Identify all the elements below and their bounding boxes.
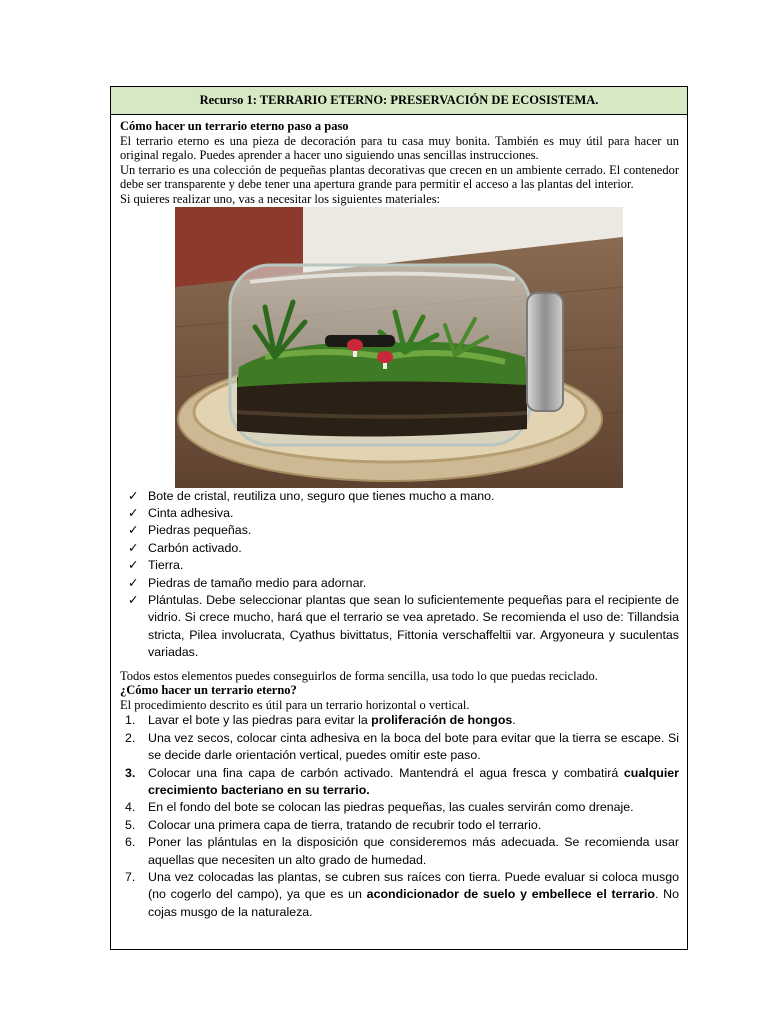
step-emphasis: cualquier crecimiento bacteriano en su terrario. — [148, 765, 679, 798]
material-item — [120, 540, 679, 557]
step-emphasis: acondicionador de suelo y embellece el terrario — [366, 887, 655, 902]
material-text: Carbón activado. — [148, 540, 242, 555]
checkmark-icon: ✓ — [128, 523, 139, 538]
jar-lid — [527, 293, 563, 411]
material-item — [120, 522, 679, 539]
step-text: Colocar una fina capa de carbón activado. Mantendrá el agua fresca y combatirá — [148, 765, 624, 780]
steps-list — [120, 712, 679, 921]
step-item — [120, 869, 679, 921]
step-item — [120, 730, 679, 765]
resource-box — [110, 86, 688, 950]
material-text: Piedras pequeñas. — [148, 523, 252, 538]
step-number: 1. — [125, 713, 136, 728]
material-text: Tierra. — [148, 558, 184, 573]
step-item — [120, 799, 679, 816]
step-number: 5. — [125, 817, 136, 832]
resource-title: Recurso 1: TERRARIO ETERNO: PRESERVACIÓN DE ECOSISTEMA. — [199, 93, 599, 107]
step-item — [120, 834, 679, 869]
step-number: 2. — [125, 730, 136, 745]
checkmark-icon: ✓ — [128, 558, 139, 573]
step-item — [120, 712, 679, 729]
step-text: Colocar una primera capa de tierra, tratando de recubrir todo el terrario. — [148, 817, 542, 832]
materials-list — [120, 488, 679, 662]
material-text: Cinta adhesiva. — [148, 505, 234, 520]
step-number: 6. — [125, 835, 136, 850]
resource-header — [111, 87, 687, 115]
step-text: . No cojas musgo de la naturaleza. — [148, 887, 679, 919]
intro-heading: Cómo hacer un terrario eterno paso a paso — [120, 119, 349, 133]
step-item — [120, 765, 679, 800]
checkmark-icon: ✓ — [128, 488, 139, 503]
checkmark-icon: ✓ — [128, 505, 139, 520]
terrarium-photo — [175, 207, 623, 488]
step-item — [120, 817, 679, 834]
checkmark-icon: ✓ — [128, 540, 139, 555]
outro-paragraph-1: Todos estos elementos puedes conseguirlos de forma sencilla, usa todo lo que puedas reciclado. — [120, 668, 598, 683]
checkmark-icon: ✓ — [128, 593, 139, 607]
step-text: Poner las plántulas en la disposición que consideremos más adecuada. Se recomienda usar aquellas que necesiten un alto grado de humedad. — [148, 835, 679, 867]
checkmark-icon: ✓ — [128, 575, 139, 590]
step-text: Una vez secos, colocar cinta adhesiva en la boca del bote para evitar que la tierra se escape. Si se decide darle orientación vertical, puedes omitir este paso. — [148, 730, 679, 763]
step-number: 3. — [125, 765, 136, 780]
step-text: Lavar el bote y las piedras para evitar la — [148, 713, 372, 728]
material-item — [120, 505, 679, 522]
material-item — [120, 575, 679, 592]
intro-paragraph-3: Si quieres realizar uno, vas a necesitar los siguientes materiales: — [120, 191, 441, 206]
material-item — [120, 557, 679, 574]
step-number: 7. — [125, 870, 136, 885]
material-text: Piedras de tamaño medio para adornar. — [148, 575, 367, 590]
material-item — [120, 592, 679, 662]
material-text: Bote de cristal, reutiliza uno, seguro que tienes mucho a mano. — [148, 488, 495, 503]
intro-paragraph-2: Un terrario es una colección de pequeñas plantas decorativas que crecen en un ambiente cerrado. El contenedor debe ser transparente y debe tener una apertura grande para permitir el acceso a las plantas del interior. — [120, 162, 679, 192]
procedure-heading: ¿Cómo hacer un terrario eterno? — [120, 683, 297, 698]
intro-paragraph-1: El terrario eterno es una pieza de decoración para tu casa muy bonita. También es muy útil para hacer un original regalo. Puedes aprender a hacer uno siguiendo unas sencillas instrucciones. — [120, 133, 679, 163]
step-emphasis: proliferación de hongos — [371, 713, 513, 728]
resource-content — [111, 115, 687, 921]
outro-paragraph-2: El procedimiento descrito es útil para un terrario horizontal o vertical. — [120, 697, 470, 712]
step-text: Una vez colocadas las plantas, se cubren sus raíces con tierra. Puede evaluar si coloca musgo (no cogerlo del campo), ya que es un — [148, 870, 679, 902]
material-text: Plántulas. Debe seleccionar plantas que sean lo suficientemente pequeñas para el recipiente de vidrio. Si crece mucho, hará que el terrario se vea apretado. Se recomienda el uso de: Tillandsia stricta, Pilea involucrata, Cyathus bivittatus, Fittonia verschaffeltii var. Argyoneura y suculentas variadas. — [148, 593, 679, 660]
step-text: . — [512, 713, 516, 728]
material-item — [120, 488, 679, 505]
step-number: 4. — [125, 800, 136, 815]
step-text: En el fondo del bote se colocan las piedras pequeñas, las cuales servirán como drenaje. — [148, 800, 634, 815]
